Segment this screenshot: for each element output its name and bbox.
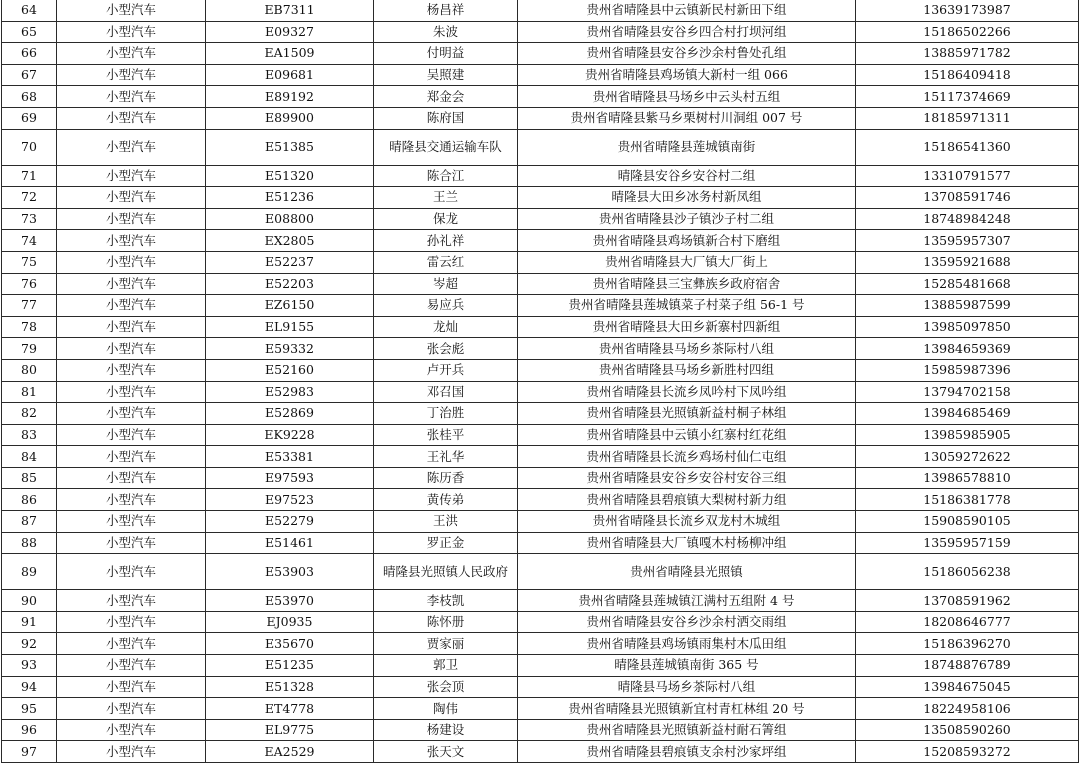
vehicle-type-cell: 小型汽车 [57, 424, 206, 446]
plate-number-cell: E08800 [206, 208, 374, 230]
vehicle-type-cell: 小型汽车 [57, 467, 206, 489]
owner-name-cell: 卢开兵 [374, 359, 518, 381]
vehicle-type-cell: 小型汽车 [57, 446, 206, 468]
plate-number-cell: EB7311 [206, 0, 374, 21]
plate-number-cell: E52983 [206, 381, 374, 403]
table-row [2, 446, 1079, 468]
table-row [2, 251, 1079, 273]
phone-number-cell: 13985985905 [856, 424, 1079, 446]
address-cell: 贵州省晴隆县大厂镇嘎木村杨柳冲组 [518, 532, 856, 554]
plate-number-cell: E51385 [206, 129, 374, 165]
plate-number-cell: E52279 [206, 511, 374, 533]
vehicle-type-cell: 小型汽车 [57, 165, 206, 187]
owner-name-cell: 张会彪 [374, 338, 518, 360]
row-number-cell: 70 [2, 129, 57, 165]
address-cell: 贵州省晴隆县光照镇新益村耐石箐组 [518, 719, 856, 741]
table-row [2, 403, 1079, 425]
plate-number-cell: E59332 [206, 338, 374, 360]
row-number-cell: 86 [2, 489, 57, 511]
phone-number-cell: 13595957307 [856, 230, 1079, 252]
address-cell: 贵州省晴隆县沙子镇沙子村二组 [518, 208, 856, 230]
vehicle-type-cell: 小型汽车 [57, 489, 206, 511]
address-cell: 贵州省晴隆县中云镇新民村新田下组 [518, 0, 856, 21]
row-number-cell: 84 [2, 446, 57, 468]
address-cell: 贵州省晴隆县大田乡新寨村四新组 [518, 316, 856, 338]
plate-number-cell: E53381 [206, 446, 374, 468]
owner-name-cell: 孙礼祥 [374, 230, 518, 252]
vehicle-type-cell: 小型汽车 [57, 676, 206, 698]
table-row [2, 424, 1079, 446]
table-row [2, 741, 1079, 763]
address-cell: 晴隆县莲城镇南街 365 号 [518, 655, 856, 677]
plate-number-cell: E52237 [206, 251, 374, 273]
phone-number-cell: 15985987396 [856, 359, 1079, 381]
owner-name-cell: 晴隆县光照镇人民政府 [374, 554, 518, 590]
table-row [2, 532, 1079, 554]
table-row [2, 21, 1079, 43]
table-row [2, 381, 1079, 403]
address-cell: 贵州省晴隆县长流乡鸡场村仙仁屯组 [518, 446, 856, 468]
table-row [2, 467, 1079, 489]
vehicle-type-cell: 小型汽车 [57, 187, 206, 209]
owner-name-cell: 付明益 [374, 43, 518, 65]
phone-number-cell: 13595957159 [856, 532, 1079, 554]
table-row [2, 129, 1079, 165]
table-row [2, 511, 1079, 533]
vehicle-type-cell: 小型汽车 [57, 86, 206, 108]
row-number-cell: 68 [2, 86, 57, 108]
plate-number-cell: E97523 [206, 489, 374, 511]
vehicle-type-cell: 小型汽车 [57, 532, 206, 554]
plate-number-cell: E97593 [206, 467, 374, 489]
phone-number-cell: 15117374669 [856, 86, 1079, 108]
address-cell: 晴隆县安谷乡安谷村二组 [518, 165, 856, 187]
row-number-cell: 79 [2, 338, 57, 360]
address-cell: 贵州省晴隆县安谷乡安谷村安谷三组 [518, 467, 856, 489]
address-cell: 贵州省晴隆县光照镇 [518, 554, 856, 590]
vehicle-type-cell: 小型汽车 [57, 511, 206, 533]
table-row [2, 676, 1079, 698]
address-cell: 贵州省晴隆县安谷乡沙余村鲁处孔组 [518, 43, 856, 65]
phone-number-cell: 13059272622 [856, 446, 1079, 468]
table-row [2, 316, 1079, 338]
owner-name-cell: 张会顶 [374, 676, 518, 698]
owner-name-cell: 郭卫 [374, 655, 518, 677]
vehicle-type-cell: 小型汽车 [57, 381, 206, 403]
phone-number-cell: 13984675045 [856, 676, 1079, 698]
vehicle-type-cell: 小型汽车 [57, 611, 206, 633]
vehicle-type-cell: 小型汽车 [57, 251, 206, 273]
table-row [2, 554, 1079, 590]
owner-name-cell: 陈历香 [374, 467, 518, 489]
plate-number-cell: E89900 [206, 107, 374, 129]
table-row [2, 107, 1079, 129]
phone-number-cell: 13508590260 [856, 719, 1079, 741]
row-number-cell: 96 [2, 719, 57, 741]
row-number-cell: 72 [2, 187, 57, 209]
table-row [2, 43, 1079, 65]
owner-name-cell: 王礼华 [374, 446, 518, 468]
vehicle-type-cell: 小型汽车 [57, 21, 206, 43]
row-number-cell: 80 [2, 359, 57, 381]
address-cell: 贵州省晴隆县碧痕镇支余村沙家坪组 [518, 741, 856, 763]
phone-number-cell: 15186541360 [856, 129, 1079, 165]
row-number-cell: 92 [2, 633, 57, 655]
table-row [2, 64, 1079, 86]
vehicle-type-cell: 小型汽车 [57, 208, 206, 230]
owner-name-cell: 罗正金 [374, 532, 518, 554]
row-number-cell: 66 [2, 43, 57, 65]
owner-name-cell: 贾家丽 [374, 633, 518, 655]
owner-name-cell: 邓召国 [374, 381, 518, 403]
phone-number-cell: 18208646777 [856, 611, 1079, 633]
plate-number-cell: E09327 [206, 21, 374, 43]
address-cell: 贵州省晴隆县鸡场镇新合村下磨组 [518, 230, 856, 252]
plate-number-cell: E52203 [206, 273, 374, 295]
address-cell: 贵州省晴隆县安谷乡四合村打坝河组 [518, 21, 856, 43]
row-number-cell: 81 [2, 381, 57, 403]
row-number-cell: 91 [2, 611, 57, 633]
row-number-cell: 67 [2, 64, 57, 86]
address-cell: 贵州省晴隆县光照镇新宜村青杠林组 20 号 [518, 698, 856, 720]
row-number-cell: 77 [2, 295, 57, 317]
owner-name-cell: 陶伟 [374, 698, 518, 720]
plate-number-cell: E09681 [206, 64, 374, 86]
table-row [2, 338, 1079, 360]
address-cell: 贵州省晴隆县莲城镇菜子村菜子组 56-1 号 [518, 295, 856, 317]
address-cell: 贵州省晴隆县马场乡中云头村五组 [518, 86, 856, 108]
plate-number-cell: E51328 [206, 676, 374, 698]
vehicle-type-cell: 小型汽车 [57, 554, 206, 590]
address-cell: 贵州省晴隆县三宝彝族乡政府宿舍 [518, 273, 856, 295]
plate-number-cell: E51461 [206, 532, 374, 554]
phone-number-cell: 18224958106 [856, 698, 1079, 720]
phone-number-cell: 13639173987 [856, 0, 1079, 21]
owner-name-cell: 陈怀册 [374, 611, 518, 633]
vehicle-type-cell: 小型汽车 [57, 698, 206, 720]
row-number-cell: 71 [2, 165, 57, 187]
phone-number-cell: 15186056238 [856, 554, 1079, 590]
row-number-cell: 76 [2, 273, 57, 295]
row-number-cell: 74 [2, 230, 57, 252]
phone-number-cell: 15186409418 [856, 64, 1079, 86]
table-row [2, 611, 1079, 633]
phone-number-cell: 18748984248 [856, 208, 1079, 230]
plate-number-cell: EX2805 [206, 230, 374, 252]
plate-number-cell: E35670 [206, 633, 374, 655]
address-cell: 贵州省晴隆县莲城镇南街 [518, 129, 856, 165]
phone-number-cell: 13885987599 [856, 295, 1079, 317]
vehicle-type-cell: 小型汽车 [57, 107, 206, 129]
vehicle-type-cell: 小型汽车 [57, 633, 206, 655]
address-cell: 贵州省晴隆县长流乡凤吟村下凤吟组 [518, 381, 856, 403]
address-cell: 贵州省晴隆县安谷乡沙余村洒交雨组 [518, 611, 856, 633]
address-cell: 贵州省晴隆县光照镇新益村桐子林组 [518, 403, 856, 425]
phone-number-cell: 18748876789 [856, 655, 1079, 677]
address-cell: 晴隆县大田乡冰务村新凤组 [518, 187, 856, 209]
row-number-cell: 64 [2, 0, 57, 21]
phone-number-cell: 13984685469 [856, 403, 1079, 425]
vehicle-type-cell: 小型汽车 [57, 655, 206, 677]
owner-name-cell: 陈府国 [374, 107, 518, 129]
vehicle-registry-table [1, 0, 1079, 763]
phone-number-cell: 15186396270 [856, 633, 1079, 655]
vehicle-type-cell: 小型汽车 [57, 403, 206, 425]
table-row [2, 273, 1079, 295]
table-row [2, 208, 1079, 230]
row-number-cell: 88 [2, 532, 57, 554]
vehicle-type-cell: 小型汽车 [57, 230, 206, 252]
phone-number-cell: 15186381778 [856, 489, 1079, 511]
row-number-cell: 93 [2, 655, 57, 677]
address-cell: 晴隆县马场乡茶际村八组 [518, 676, 856, 698]
row-number-cell: 95 [2, 698, 57, 720]
row-number-cell: 90 [2, 590, 57, 612]
address-cell: 贵州省晴隆县紫马乡栗树村川洞组 007 号 [518, 107, 856, 129]
phone-number-cell: 15908590105 [856, 511, 1079, 533]
plate-number-cell: EL9155 [206, 316, 374, 338]
owner-name-cell: 张天文 [374, 741, 518, 763]
vehicle-type-cell: 小型汽车 [57, 719, 206, 741]
phone-number-cell: 13708591746 [856, 187, 1079, 209]
address-cell: 贵州省晴隆县鸡场镇大新村一组 066 [518, 64, 856, 86]
phone-number-cell: 13708591962 [856, 590, 1079, 612]
table-row [2, 655, 1079, 677]
vehicle-type-cell: 小型汽车 [57, 64, 206, 86]
plate-number-cell: EZ6150 [206, 295, 374, 317]
owner-name-cell: 朱波 [374, 21, 518, 43]
address-cell: 贵州省晴隆县鸡场镇雨集村木瓜田组 [518, 633, 856, 655]
row-number-cell: 85 [2, 467, 57, 489]
plate-number-cell: EL9775 [206, 719, 374, 741]
phone-number-cell: 13310791577 [856, 165, 1079, 187]
row-number-cell: 78 [2, 316, 57, 338]
owner-name-cell: 晴隆县交通运输车队 [374, 129, 518, 165]
vehicle-type-cell: 小型汽车 [57, 741, 206, 763]
owner-name-cell: 王洪 [374, 511, 518, 533]
vehicle-type-cell: 小型汽车 [57, 590, 206, 612]
owner-name-cell: 岑超 [374, 273, 518, 295]
address-cell: 贵州省晴隆县莲城镇江满村五组附 4 号 [518, 590, 856, 612]
plate-number-cell: EJ0935 [206, 611, 374, 633]
address-cell: 贵州省晴隆县马场乡新胜村四组 [518, 359, 856, 381]
plate-number-cell: E89192 [206, 86, 374, 108]
phone-number-cell: 15186502266 [856, 21, 1079, 43]
row-number-cell: 89 [2, 554, 57, 590]
address-cell: 贵州省晴隆县大厂镇大厂街上 [518, 251, 856, 273]
row-number-cell: 73 [2, 208, 57, 230]
owner-name-cell: 陈合江 [374, 165, 518, 187]
row-number-cell: 97 [2, 741, 57, 763]
owner-name-cell: 丁治胜 [374, 403, 518, 425]
address-cell: 贵州省晴隆县碧痕镇大梨树村新力组 [518, 489, 856, 511]
row-number-cell: 69 [2, 107, 57, 129]
phone-number-cell: 13595921688 [856, 251, 1079, 273]
plate-number-cell: EK9228 [206, 424, 374, 446]
vehicle-type-cell: 小型汽车 [57, 273, 206, 295]
owner-name-cell: 雷云红 [374, 251, 518, 273]
table-row [2, 230, 1079, 252]
owner-name-cell: 吴照建 [374, 64, 518, 86]
phone-number-cell: 13986578810 [856, 467, 1079, 489]
vehicle-type-cell: 小型汽车 [57, 43, 206, 65]
owner-name-cell: 黄传弟 [374, 489, 518, 511]
owner-name-cell: 张桂平 [374, 424, 518, 446]
row-number-cell: 83 [2, 424, 57, 446]
table-row [2, 633, 1079, 655]
phone-number-cell: 13984659369 [856, 338, 1079, 360]
address-cell: 贵州省晴隆县长流乡双龙村木城组 [518, 511, 856, 533]
phone-number-cell: 15208593272 [856, 741, 1079, 763]
owner-name-cell: 李枝凯 [374, 590, 518, 612]
phone-number-cell: 13794702158 [856, 381, 1079, 403]
table-body [2, 0, 1079, 763]
phone-number-cell: 18185971311 [856, 107, 1079, 129]
table-row [2, 489, 1079, 511]
owner-name-cell: 郑金会 [374, 86, 518, 108]
plate-number-cell: ET4778 [206, 698, 374, 720]
table-row [2, 86, 1079, 108]
row-number-cell: 65 [2, 21, 57, 43]
vehicle-type-cell: 小型汽车 [57, 295, 206, 317]
owner-name-cell: 杨昌祥 [374, 0, 518, 21]
row-number-cell: 94 [2, 676, 57, 698]
table-row [2, 698, 1079, 720]
owner-name-cell: 杨建设 [374, 719, 518, 741]
plate-number-cell: E53970 [206, 590, 374, 612]
row-number-cell: 82 [2, 403, 57, 425]
address-cell: 贵州省晴隆县马场乡茶际村八组 [518, 338, 856, 360]
vehicle-type-cell: 小型汽车 [57, 316, 206, 338]
table-row [2, 165, 1079, 187]
row-number-cell: 87 [2, 511, 57, 533]
table-row [2, 719, 1079, 741]
row-number-cell: 75 [2, 251, 57, 273]
owner-name-cell: 王兰 [374, 187, 518, 209]
plate-number-cell: E51320 [206, 165, 374, 187]
plate-number-cell: E52869 [206, 403, 374, 425]
owner-name-cell: 易应兵 [374, 295, 518, 317]
plate-number-cell: E51236 [206, 187, 374, 209]
address-cell: 贵州省晴隆县中云镇小红寨村红花组 [518, 424, 856, 446]
table-row [2, 187, 1079, 209]
table-row [2, 359, 1079, 381]
plate-number-cell: E51235 [206, 655, 374, 677]
plate-number-cell: E52160 [206, 359, 374, 381]
vehicle-type-cell: 小型汽车 [57, 359, 206, 381]
plate-number-cell: EA2529 [206, 741, 374, 763]
table-row [2, 590, 1079, 612]
table-row [2, 0, 1079, 21]
phone-number-cell: 13985097850 [856, 316, 1079, 338]
vehicle-type-cell: 小型汽车 [57, 0, 206, 21]
owner-name-cell: 保龙 [374, 208, 518, 230]
vehicle-type-cell: 小型汽车 [57, 338, 206, 360]
phone-number-cell: 15285481668 [856, 273, 1079, 295]
vehicle-type-cell: 小型汽车 [57, 129, 206, 165]
owner-name-cell: 龙灿 [374, 316, 518, 338]
plate-number-cell: EA1509 [206, 43, 374, 65]
phone-number-cell: 13885971782 [856, 43, 1079, 65]
plate-number-cell: E53903 [206, 554, 374, 590]
table-row [2, 295, 1079, 317]
